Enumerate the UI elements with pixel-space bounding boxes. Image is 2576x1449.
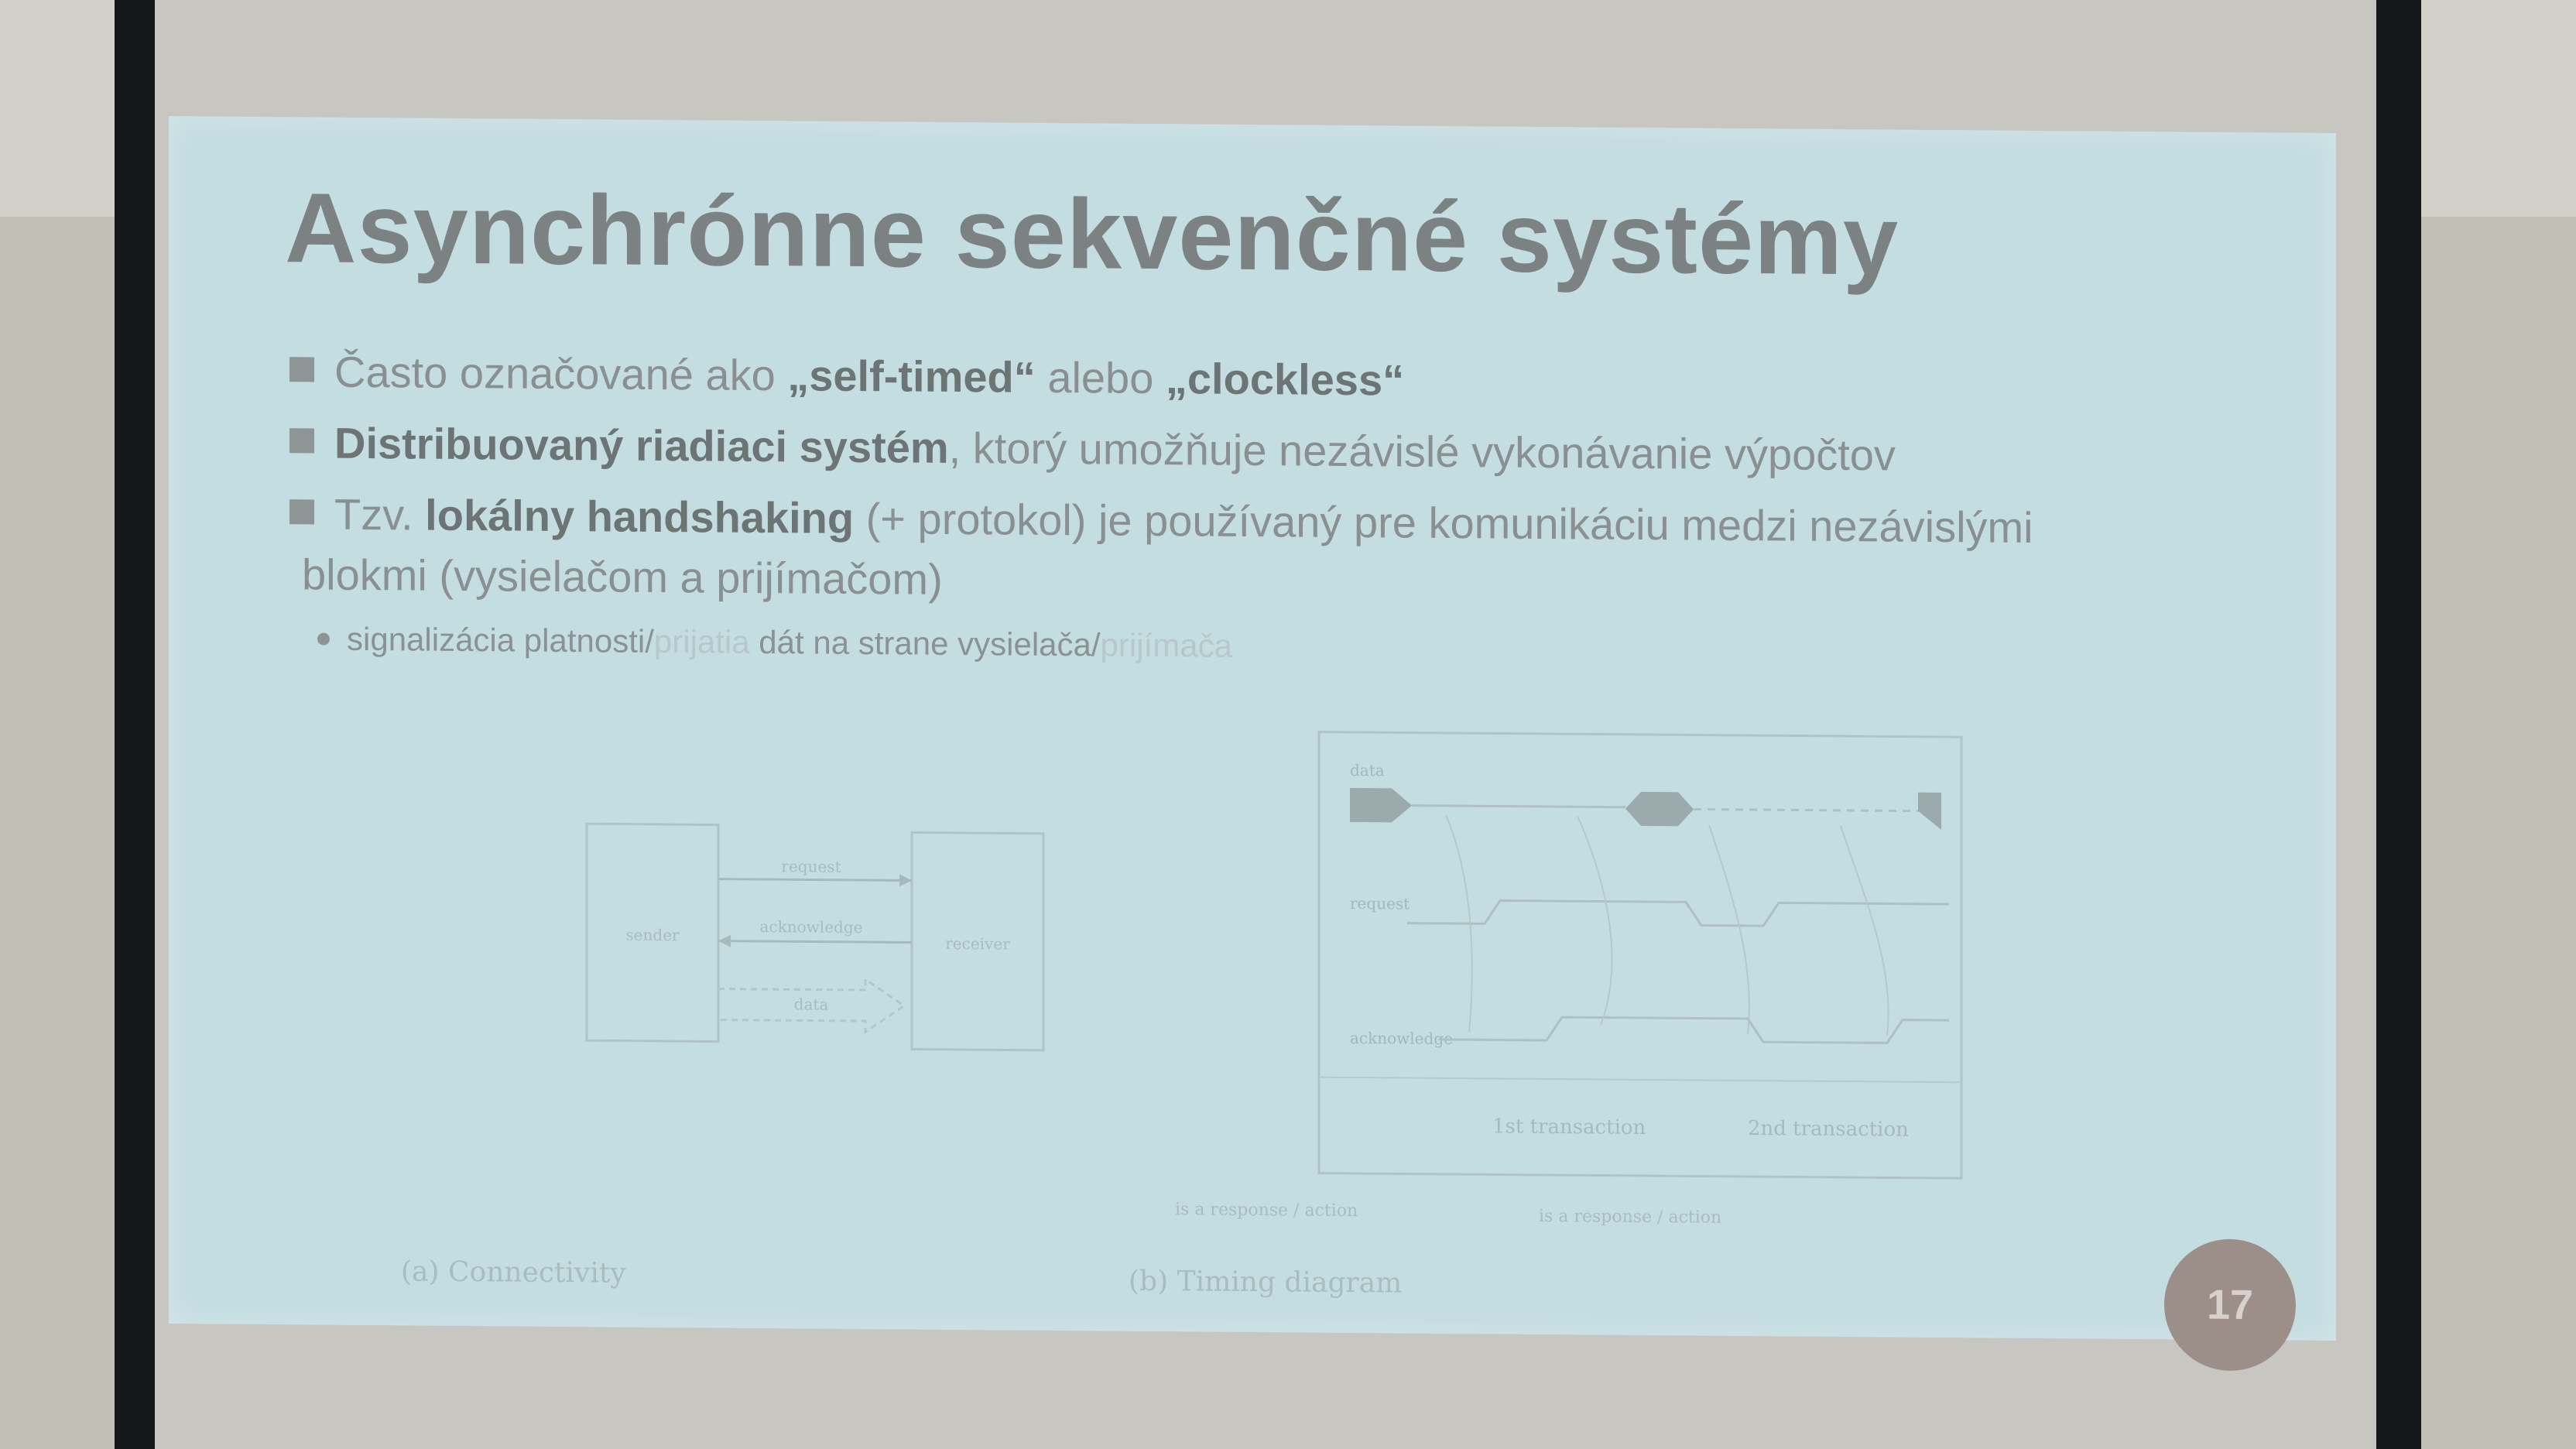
acknowledge-arrowhead bbox=[718, 935, 731, 947]
acknowledge-label: acknowledge bbox=[759, 916, 863, 937]
sub-bullet: signalizácia platnosti/prijatia dát na strane vysielača/prijímača bbox=[285, 615, 2266, 677]
bullet-2: Distribuovaný riadiaci systém, ktorý umožňuje nezávislé vykonávanie výpočtov bbox=[285, 413, 2266, 488]
request-signal-label: request bbox=[1350, 893, 1410, 913]
projected-slide bbox=[169, 116, 2336, 1341]
separator-line bbox=[1319, 1077, 1961, 1083]
transaction-1-label: 1st transaction bbox=[1492, 1115, 1646, 1139]
slide-title: Asynchrónne sekvenčné systémy bbox=[285, 173, 1899, 296]
screen-frame-right bbox=[2376, 0, 2421, 1449]
square-bullet-icon bbox=[289, 428, 314, 453]
data-valid-shape-3 bbox=[1918, 793, 1941, 830]
acknowledge-arrow bbox=[718, 941, 912, 943]
acknowledge-signal-label: acknowledge bbox=[1350, 1028, 1453, 1049]
causality-arrow-4 bbox=[1841, 826, 1889, 1035]
data-valid-shape-2 bbox=[1625, 792, 1694, 827]
round-bullet-icon bbox=[317, 633, 330, 646]
causality-arrow-3 bbox=[1709, 825, 1749, 1034]
data-line-2 bbox=[1694, 809, 1918, 810]
bullet-1: Často označované ako „self-timed“ alebo „clockless“ bbox=[285, 341, 2266, 417]
square-bullet-icon bbox=[289, 499, 314, 524]
data-label: data bbox=[793, 995, 829, 1014]
connectivity-diagram bbox=[579, 808, 1229, 1100]
square-bullet-icon bbox=[289, 357, 314, 382]
data-signal-label: data bbox=[1350, 760, 1385, 780]
request-arrow bbox=[718, 879, 912, 881]
screen-frame-left bbox=[115, 0, 155, 1449]
transaction-2-label: 2nd transaction bbox=[1748, 1117, 1909, 1142]
data-line bbox=[1412, 806, 1625, 807]
legend-1: is a response / action bbox=[1175, 1200, 1358, 1221]
acknowledge-waveform bbox=[1438, 1016, 1949, 1043]
request-arrowhead bbox=[899, 874, 912, 886]
bullet-3: Tzv. lokálny handshaking (+ protokol) je používaný pre komunikáciu medzi nezávislými blokmi (vysielačom a prijímačom) bbox=[285, 484, 2266, 620]
bullet-list bbox=[285, 341, 2266, 677]
legend-2: is a response / action bbox=[1539, 1206, 1722, 1228]
timing-diagram bbox=[1144, 712, 1909, 1221]
request-label: request bbox=[781, 857, 841, 876]
page-number-badge: 17 bbox=[2164, 1238, 2296, 1371]
receiver-label: receiver bbox=[945, 933, 1010, 954]
figure-a-caption: (a) Connectivity bbox=[401, 1255, 626, 1290]
figure-b-caption: (b) Timing diagram bbox=[1129, 1265, 1403, 1300]
causality-arrow-2 bbox=[1577, 816, 1612, 1025]
sender-label: sender bbox=[625, 925, 680, 945]
data-valid-shape-1 bbox=[1350, 788, 1412, 823]
